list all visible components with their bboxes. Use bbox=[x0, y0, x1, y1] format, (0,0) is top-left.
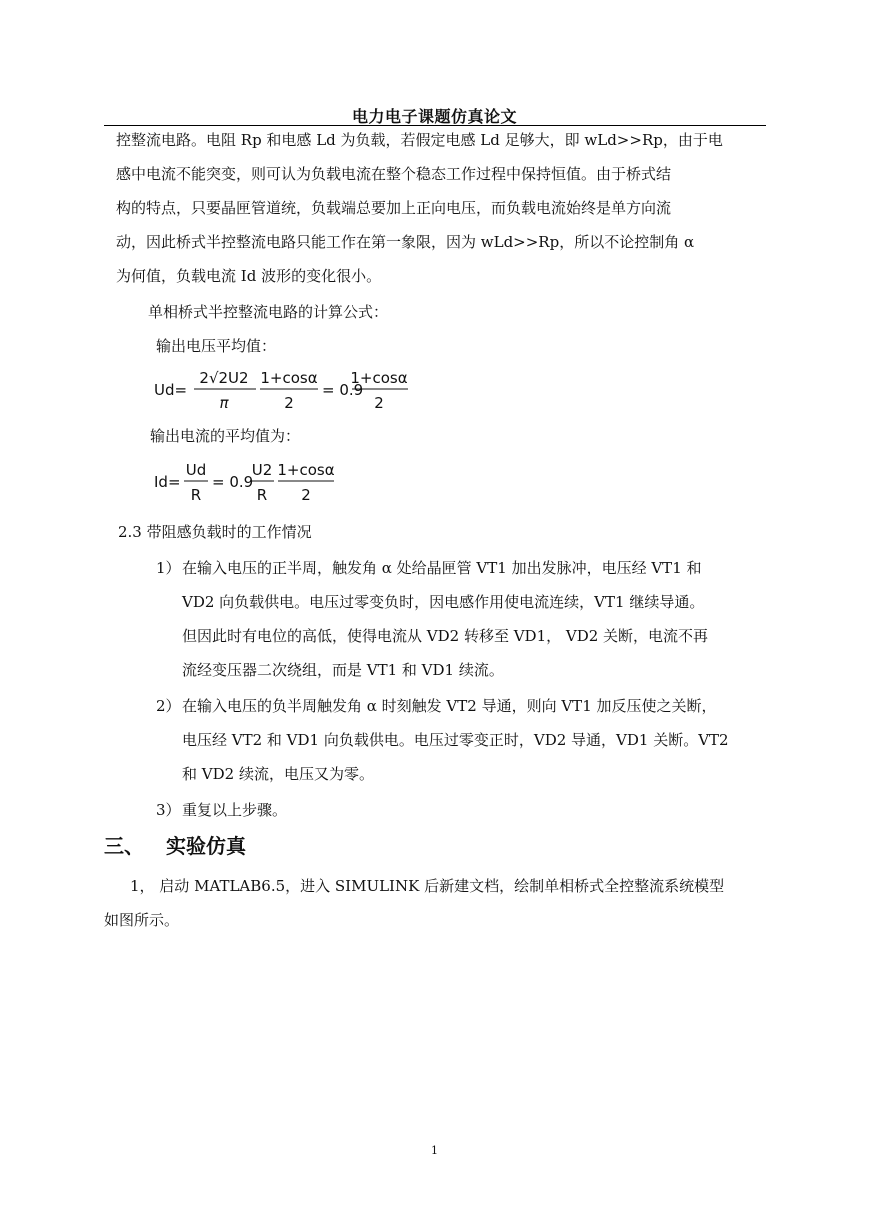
section-3-title: 实验仿真 bbox=[166, 834, 246, 858]
ud-lhs: Ud= bbox=[154, 381, 188, 399]
item-1-line-4: 流经变压器二次绕组，而是 VT1 和 VD1 续流。 bbox=[182, 661, 504, 679]
item-1-number: 1） bbox=[156, 559, 181, 577]
sim-line-1: 1， 启动 MATLAB6.5，进入 SIMULINK 后新建文档，绘制单相桥式全控整流系统模型 bbox=[130, 877, 725, 895]
item-3-number: 3） bbox=[156, 801, 181, 819]
item-1-line-1: 在输入电压的正半周，触发角 α 处给晶匣管 VT1 加出发脉冲，电压经 VT1 和 bbox=[182, 559, 702, 577]
page-header: 电力电子课题仿真论文 bbox=[351, 107, 517, 126]
intro-line-4: 动，因此桥式半控整流电路只能工作在第一象限，因为 wLd>>Rp，所以不论控制角 α bbox=[116, 233, 695, 251]
item-2-line-1: 在输入电压的负半周触发角 α 时刻触发 VT2 导通，则向 VT1 加反压使之关断， bbox=[182, 697, 717, 715]
formula-intro: 单相桥式半控整流电路的计算公式： bbox=[148, 303, 389, 321]
ud-eq: = 0.9 bbox=[322, 381, 364, 399]
section-3-heading bbox=[104, 830, 246, 859]
intro-line-3: 构的特点，只要晶匣管道统，负载端总要加上正向电压，而负载电流始终是单方向流 bbox=[116, 199, 672, 217]
ud-f3-num: 1+cosα bbox=[350, 369, 408, 387]
ud-f1-den: π bbox=[219, 394, 229, 412]
section-3-number: 三、 bbox=[104, 834, 144, 858]
ud-f2-den: 2 bbox=[284, 394, 294, 412]
id-f1-den: R bbox=[190, 486, 202, 504]
id-f2-den: R bbox=[256, 486, 268, 504]
page-number: 1 bbox=[431, 1144, 438, 1157]
id-f2-num: U2 bbox=[251, 461, 273, 479]
item-2-line-3: 和 VD2 续流，电压又为零。 bbox=[182, 765, 374, 783]
intro-line-5: 为何值，负载电流 Id 波形的变化很小。 bbox=[116, 267, 382, 285]
id-f3-den: 2 bbox=[301, 486, 311, 504]
id-eq: = 0.9 bbox=[212, 473, 254, 491]
id-formula bbox=[150, 456, 350, 508]
ud-label: 输出电压平均值： bbox=[156, 337, 277, 355]
ud-f3-den: 2 bbox=[374, 394, 384, 412]
header-rule bbox=[104, 125, 766, 126]
id-f3-num: 1+cosα bbox=[277, 461, 335, 479]
item-1-line-2: VD2 向负载供电。电压过零变负时，因电感作用使电流连续，VT1 继续导通。 bbox=[182, 593, 705, 611]
item-1-line-3: 但因此时有电位的高低，使得电流从 VD2 转移至 VD1， VD2 关断，电流不再 bbox=[182, 627, 709, 645]
ud-f1-num: 2√2U2 bbox=[199, 369, 249, 387]
id-f1-num: Ud bbox=[185, 461, 207, 479]
sim-line-2: 如图所示。 bbox=[104, 911, 180, 929]
item-2-line-2: 电压经 VT2 和 VD1 向负载供电。电压过零变正时，VD2 导通，VD1 关断。VT2 bbox=[182, 731, 729, 749]
id-label: 输出电流的平均值为： bbox=[150, 427, 301, 445]
ud-f2-num: 1+cosα bbox=[260, 369, 318, 387]
item-2-number: 2） bbox=[156, 697, 181, 715]
item-3-line-1: 重复以上步骤。 bbox=[182, 801, 288, 819]
id-lhs: Id= bbox=[154, 473, 181, 491]
intro-line-2: 感中电流不能突变，则可认为负载电流在整个稳态工作过程中保持恒值。由于桥式结 bbox=[116, 165, 672, 183]
intro-line-1: 控整流电路。电阻 Rp 和电感 Ld 为负载，若假定电感 Ld 足够大，即 wLd>>Rp，由于电 bbox=[116, 131, 723, 149]
section-2-3-heading: 2.3 带阻感负载时的工作情况 bbox=[118, 523, 312, 541]
ud-formula bbox=[150, 364, 420, 416]
